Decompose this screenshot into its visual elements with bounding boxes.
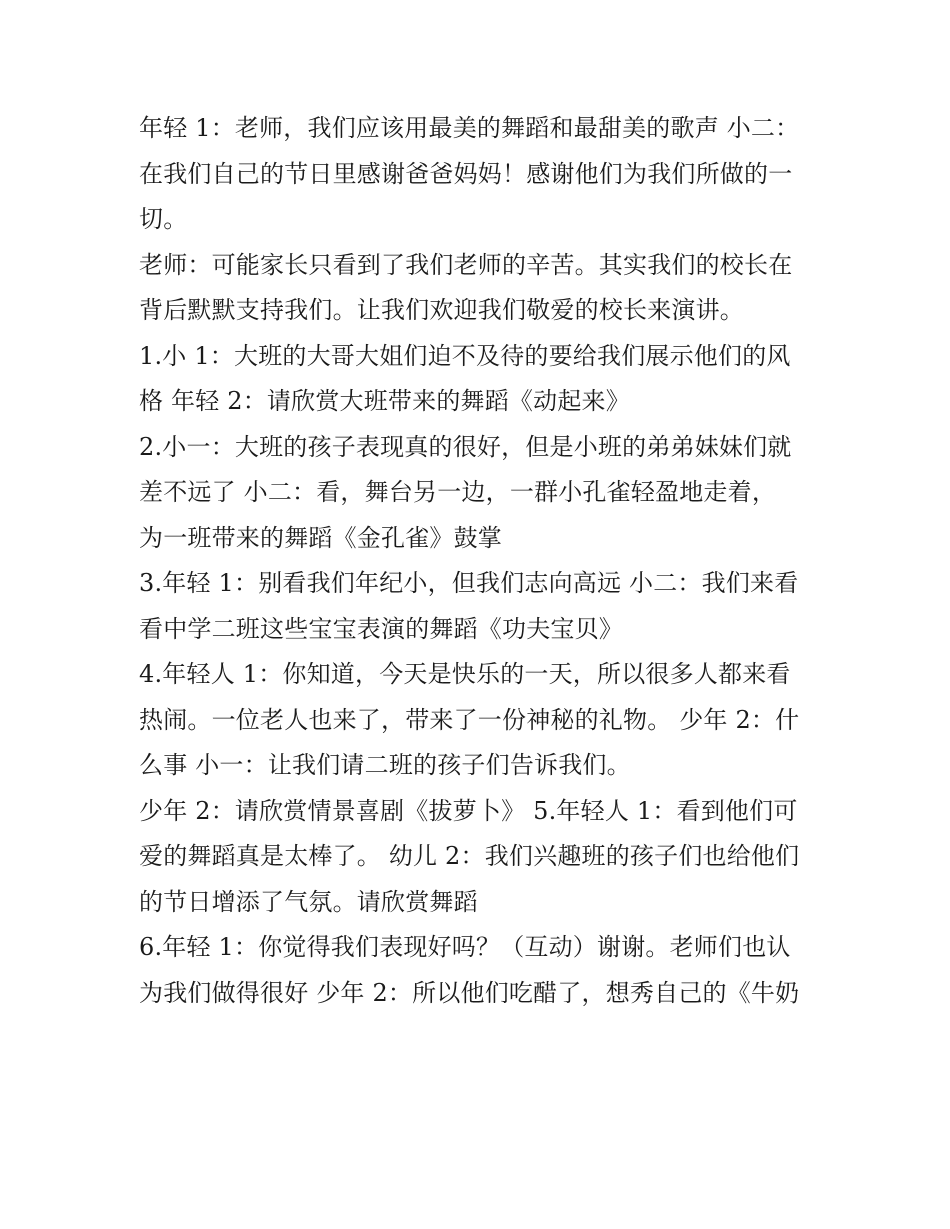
text-line: 热闹。一位老人也来了，带来了一份神秘的礼物。 少年 2：什 [139,705,800,734]
text-line: 少年 2：请欣赏情景喜剧《拔萝卜》 5.年轻人 1：看到他们可 [139,796,798,825]
text-line: 为一班带来的舞蹈《金孔雀》鼓掌 [139,523,502,552]
text-line: 1.小 1：大班的大哥大姐们迫不及待的要给我们展示他们的风 [139,341,791,370]
text-line: 看中学二班这些宝宝表演的舞蹈《功夫宝贝》 [139,614,623,643]
text-line: 6.年轻 1：你觉得我们表现好吗？（互动）谢谢。老师们也认 [139,933,791,961]
text-line: 年轻 1：老师，我们应该用最美的舞蹈和最甜美的歌声 小二： [139,114,800,142]
text-line: 3.年轻 1：别看我们年纪小，但我们志向高远 小二：我们来看 [139,569,799,597]
document-body [139,106,819,1016]
text-line: 背后默默支持我们。让我们欢迎我们敬爱的校长来演讲。 [139,296,744,324]
text-line: 2.小一：大班的孩子表现真的很好，但是小班的弟弟妹妹们就 [139,432,792,461]
text-line: 为我们做得很好 少年 2：所以他们吃醋了，想秀自己的《牛奶 [139,978,800,1007]
text-line: 4.年轻人 1：你知道，今天是快乐的一天，所以很多人都来看 [139,660,791,688]
text-line: 老师：可能家长只看到了我们老师的辛苦。其实我们的校长在 [139,250,793,279]
text-line: 切。 [139,205,188,233]
text-line: 的节日增添了气氛。请欣赏舞蹈 [139,887,478,916]
text-line: 么事 小一：让我们请二班的孩子们告诉我们。 [139,751,631,779]
text-line: 差不远了 小二：看，舞台另一边，一群小孔雀轻盈地走着， [139,478,777,506]
text-line: 格 年轻 2：请欣赏大班带来的舞蹈《动起来》 [139,387,630,415]
text-line: 在我们自己的节日里感谢爸爸妈妈！感谢他们为我们所做的一 [139,159,793,188]
text-line: 爱的舞蹈真是太棒了。 幼儿 2：我们兴趣班的孩子们也给他们 [139,842,800,870]
